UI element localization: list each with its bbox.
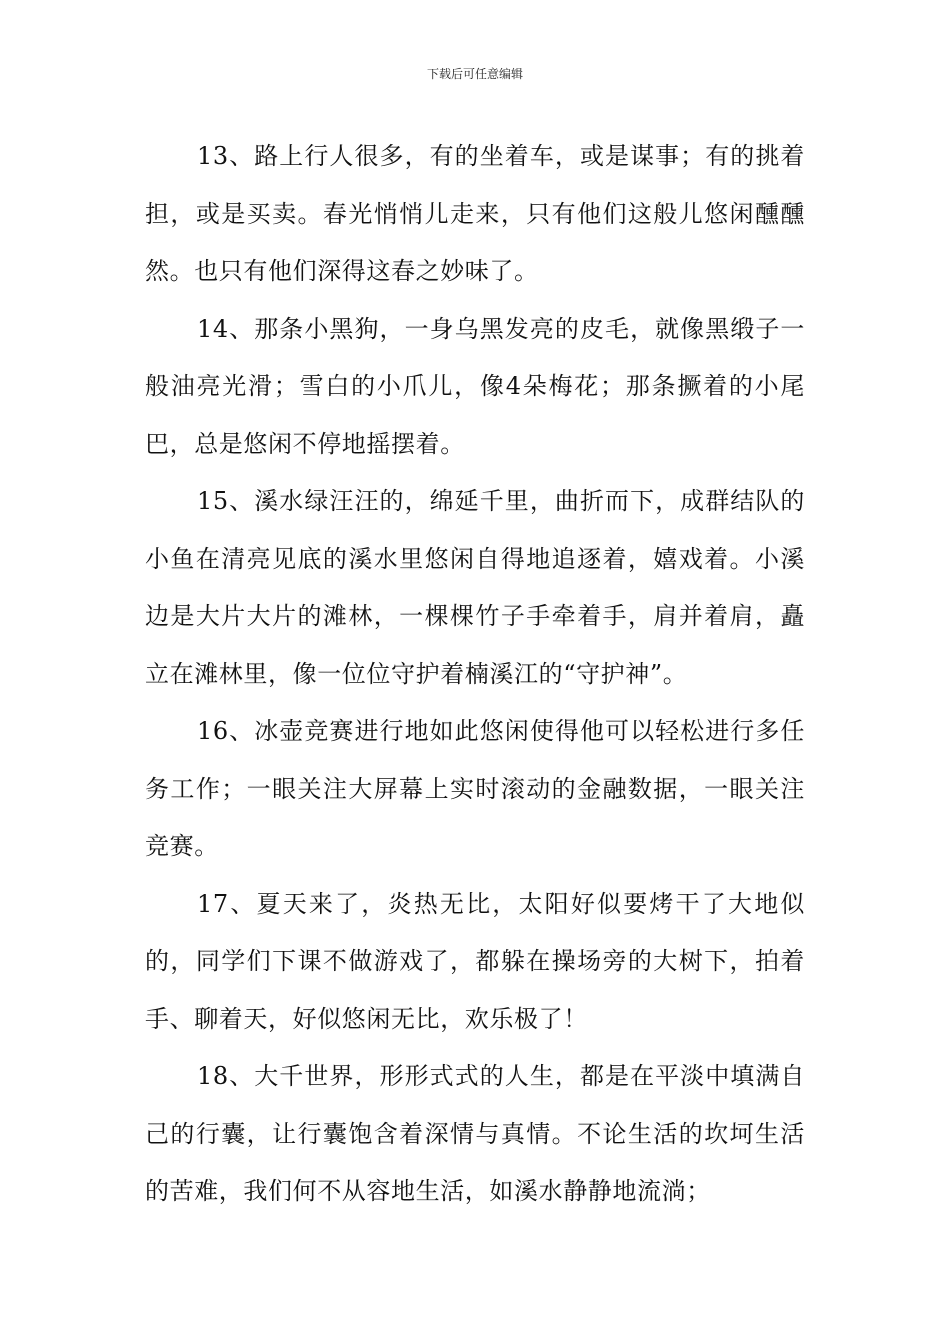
paragraph-18: 18、大千世界，形形式式的人生，都是在平淡中填满自己的行囊，让行囊饱含着深情与真情。不论生活的坎坷生活的苦难，我们何不从容地生活，如溪水静静地流淌； — [145, 1062, 805, 1205]
paragraph-16: 16、冰壶竞赛进行地如此悠闲使得他可以轻松进行多任务工作；一眼关注大屏幕上实时滚动的金融数据，一眼关注竞赛。 — [145, 717, 805, 860]
page-header: 下载后可任意编辑 — [426, 67, 523, 81]
paragraph-14: 14、那条小黑狗，一身乌黑发亮的皮毛，就像黑缎子一般油亮光滑；雪白的小爪儿，像4朵梅花；那条撅着的小尾巴，总是悠闲不停地摇摆着。 — [145, 314, 805, 458]
document-body — [145, 128, 805, 1221]
paragraph-17: 17、夏天来了，炎热无比，太阳好似要烤干了大地似的，同学们下课不做游戏了，都躲在操场旁的大树下，拍着手、聊着天，好似悠闲无比，欢乐极了！ — [145, 889, 805, 1033]
paragraph-15: 15、溪水绿汪汪的，绵延千里，曲折而下，成群结队的小鱼在清亮见底的溪水里悠闲自得地追逐着，嬉戏着。小溪边是大片大片的滩林，一棵棵竹子手牵着手，肩并着肩，矗立在滩林里，像一位位守护着楠溪江的“守护神”。 — [145, 487, 805, 688]
paragraph-13: 13、路上行人很多，有的坐着车，或是谋事；有的挑着担，或是买卖。春光悄悄儿走来，只有他们这般儿悠闲醺醺然。也只有他们深得这春之妙味了。 — [145, 142, 805, 285]
